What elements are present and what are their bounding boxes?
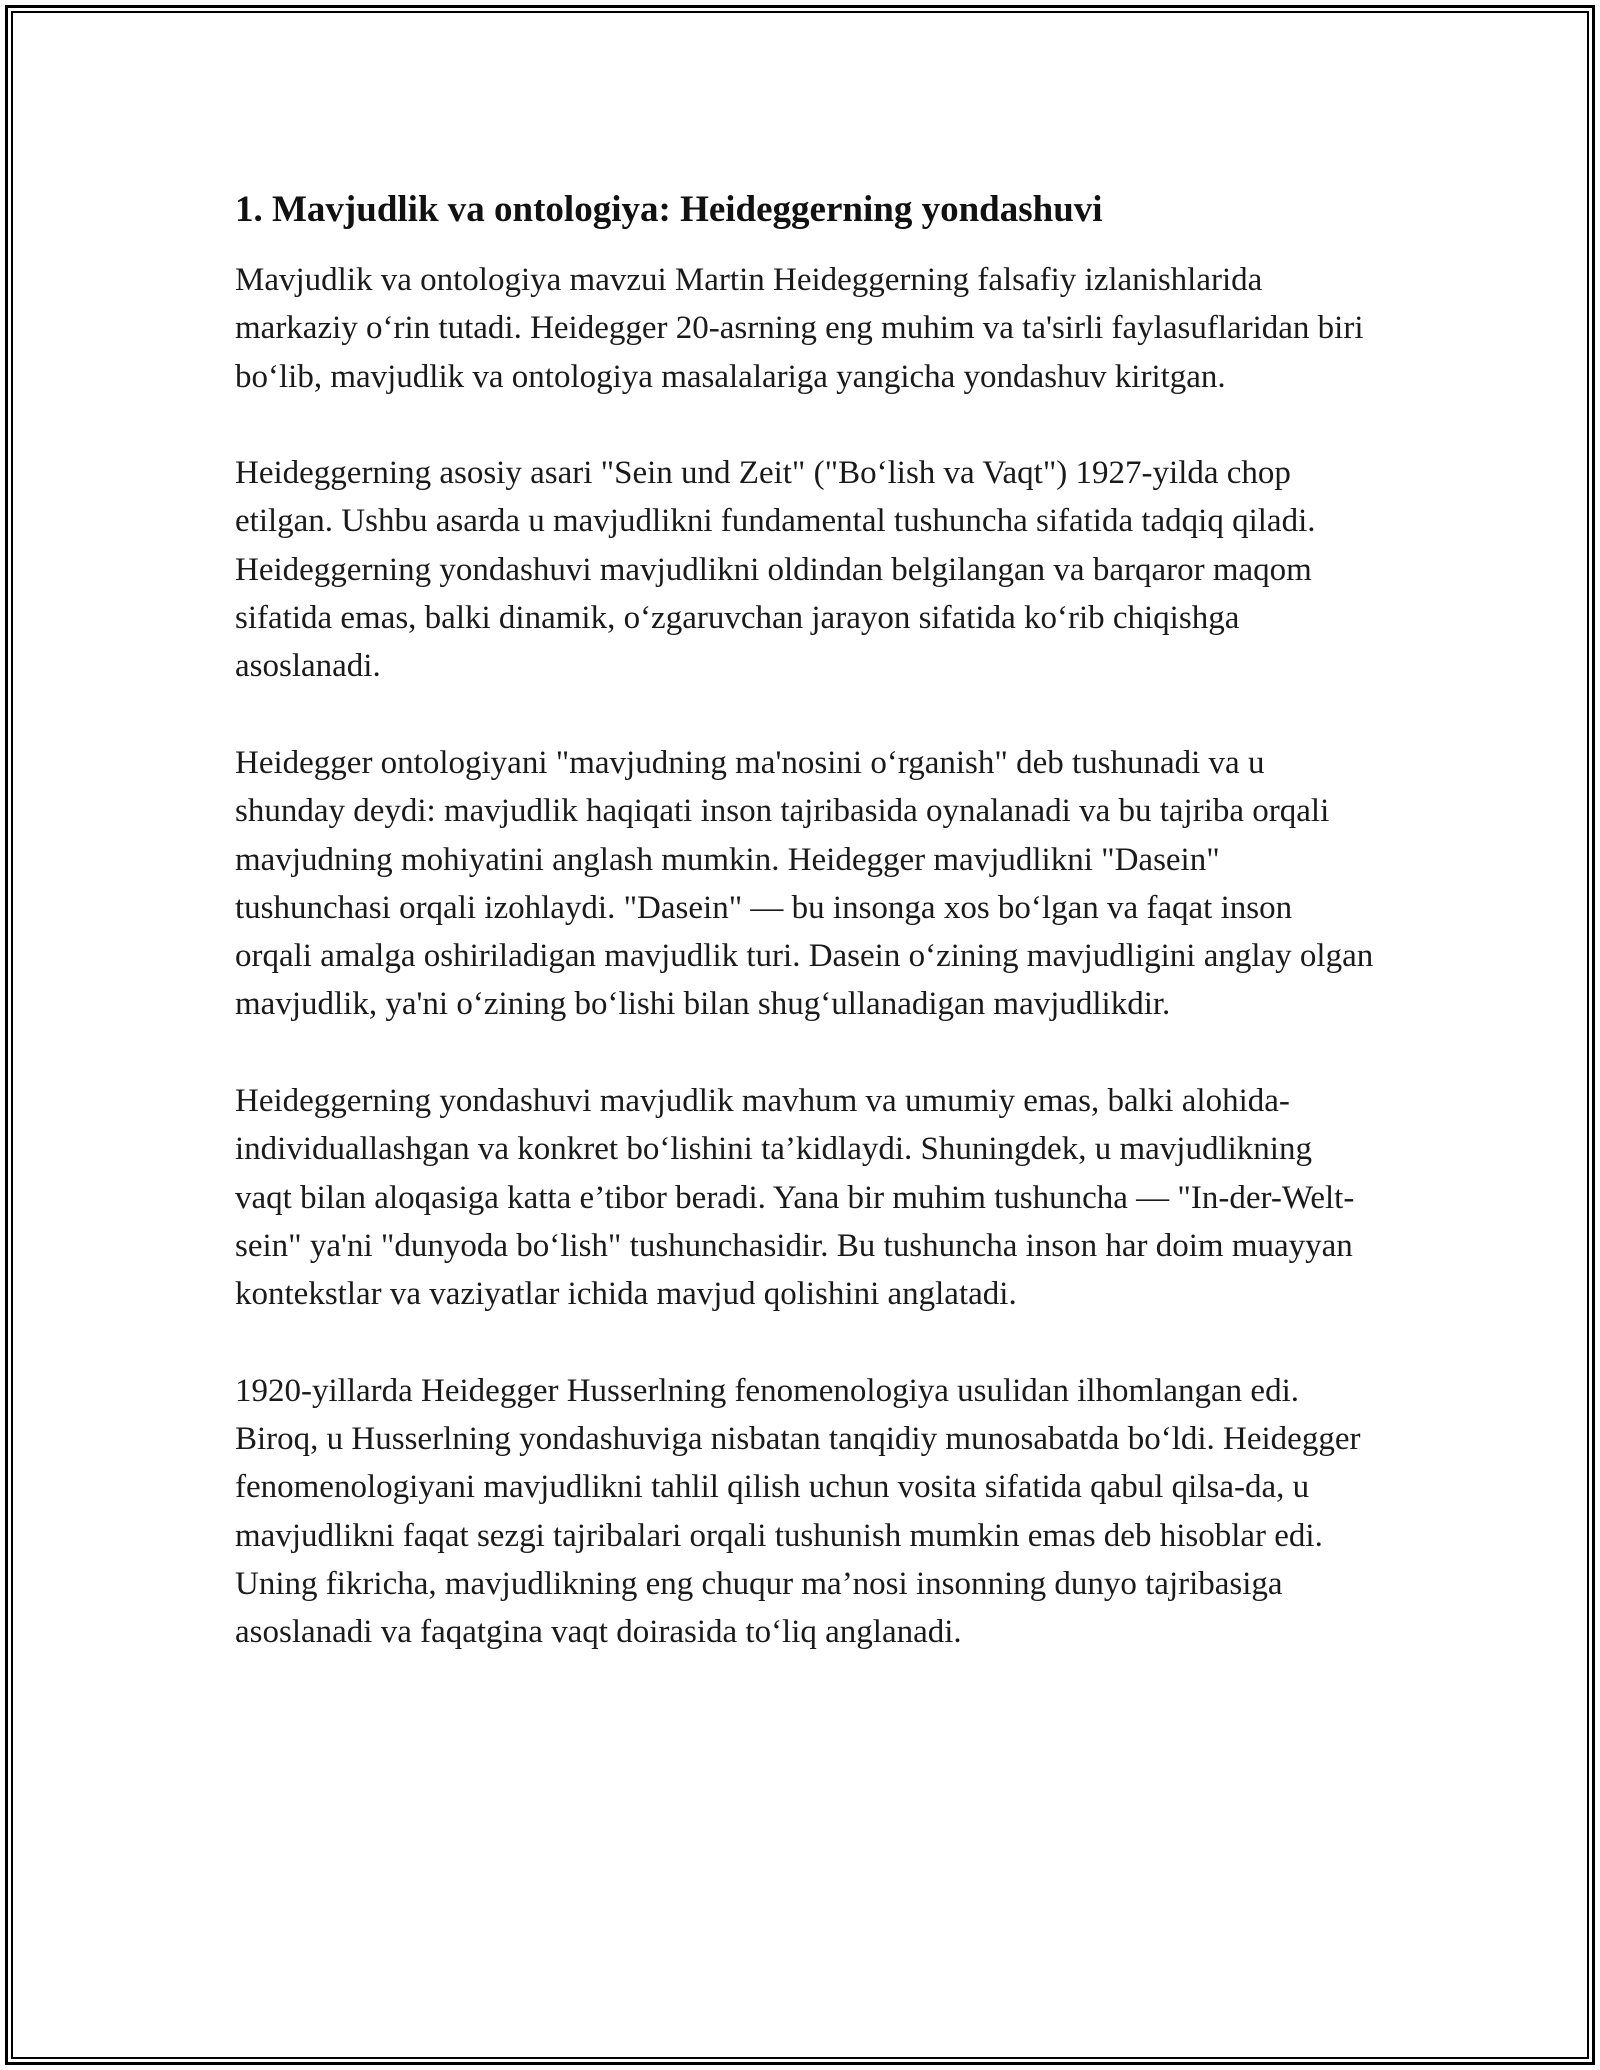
paragraph-4: Heideggerning yondashuvi mavjudlik mavhum va umumiy emas, balki alohida-individuallashgan va konkret bo‘lishini ta’kidlaydi. Shuningdek, u mavjudlikning vaqt bilan aloqasiga katta e’tibor beradi. Yana bir muhim tushuncha — "In-der-Welt-sein" ya'ni "dunyoda bo‘lish" tushunchasidir. Bu tushuncha inson har doim muayyan kontekstlar va vaziyatlar ichida mavjud qolishini anglatadi.: [235, 1083, 1355, 1313]
paragraph-1: Mavjudlik va ontologiya mavzui Martin Heideggerning falsafiy izlanishlarida markaziy o‘rin tutadi. Heidegger 20-asrning eng muhim va ta'sirli faylasuflaridan biri bo‘lib, mavjudlik va ontologiya masalalariga yangicha yondashuv kiritgan.: [235, 262, 1364, 395]
section-heading: 1. Mavjudlik va ontologiya: Heideggerning yondashuvi: [235, 189, 1103, 230]
paragraph-5: 1920-yillarda Heidegger Husserlning fenomenologiya usulidan ilhomlangan edi. Biroq, u Husserlning yondashuviga nisbatan tanqidiy munosabatda bo‘ldi. Heidegger fenomenologiyani mavjudlikni tahlil qilish uchun vosita sifatida qabul qilsa-da, u mavjudlikni faqat sezgi tajribalari orqali tushunish mumkin emas deb hisoblar edi. Uning fikricha, mavjudlikning eng chuqur ma’nosi insonning dunyo tajribasiga asoslanadi va faqatgina vaqt doirasida to‘liq anglanadi.: [235, 1372, 1361, 1651]
document-body: [235, 186, 1375, 1705]
paragraph-3: Heidegger ontologiyani "mavjudning ma'nosini o‘rganish" deb tushunadi va u shunday deydi: mavjudlik haqiqati inson tajribasida oynalanadi va bu tajriba orqali mavjudning mohiyatini anglash mumkin. Heidegger mavjudlikni "Dasein" tushunchasi orqali izohlaydi. "Dasein" — bu insonga xos bo‘lgan va faqat inson orqali amalga oshiriladigan mavjudlik turi. Dasein o‘zining mavjudligini anglay olgan mavjudlik, ya'ni o‘zining bo‘lishi bilan shug‘ullanadigan mavjudlikdir.: [235, 744, 1374, 1023]
paragraph-2: Heideggerning asosiy asari "Sein und Zeit" ("Bo‘lish va Vaqt") 1927-yilda chop etilgan. Ushbu asarda u mavjudlikni fundamental tushuncha sifatida tadqiq qiladi. Heideggerning yondashuvi mavjudlikni oldindan belgilangan va barqaror maqom sifatida emas, balki dinamik, o‘zgaruvchan jarayon sifatida ko‘rib chiqishga asoslanadi.: [235, 455, 1316, 685]
